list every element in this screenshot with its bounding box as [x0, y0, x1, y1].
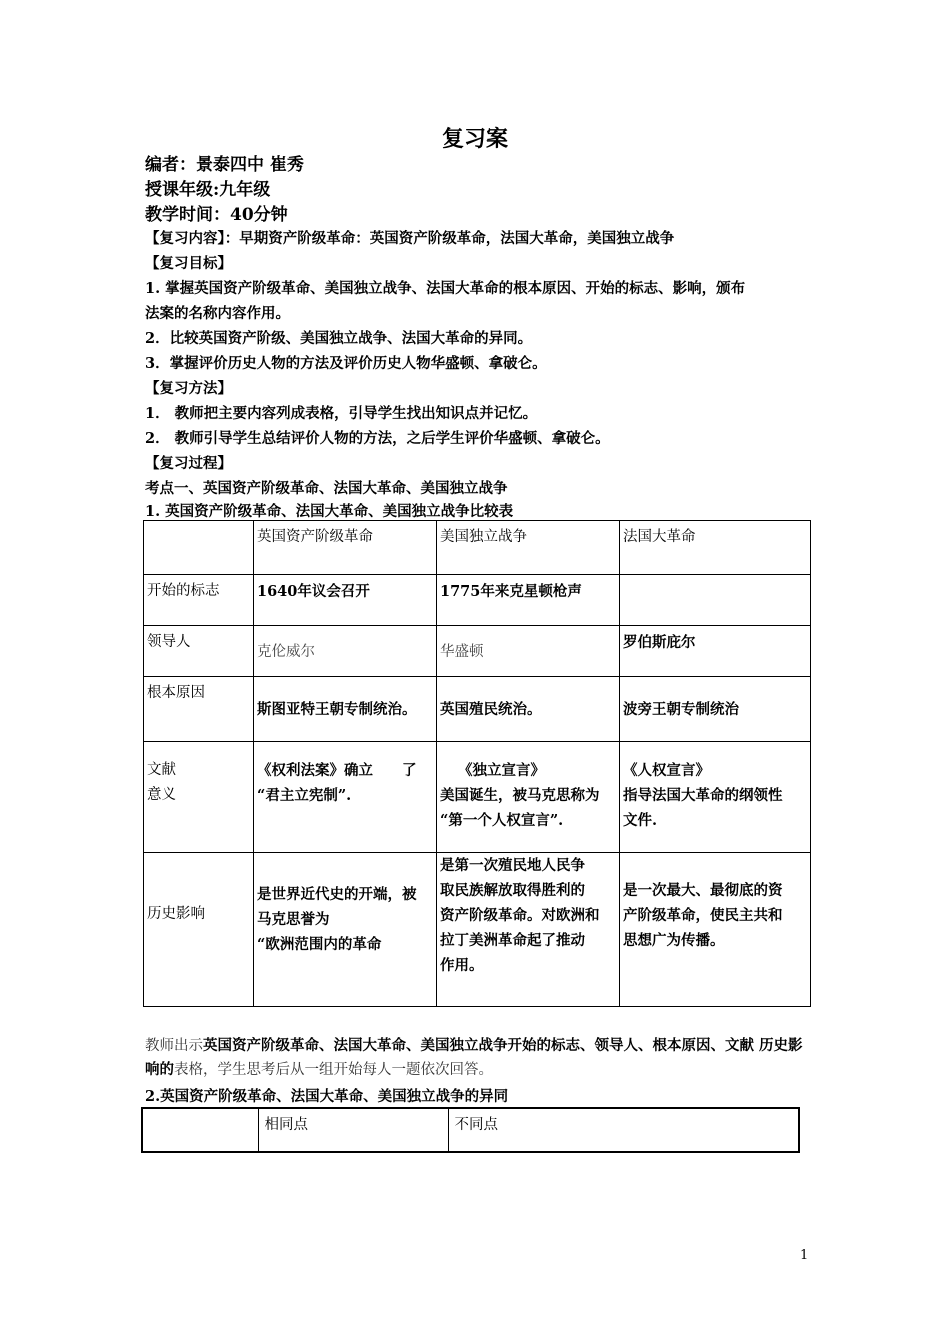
- header-us: 美国独立战争: [437, 521, 620, 575]
- header-uk: 英国资产阶级革命: [254, 521, 437, 575]
- process-heading: 【复习过程】: [145, 455, 232, 472]
- goal-1-line-2: 法案的名称内容作用。: [145, 305, 290, 322]
- table-2-title: 2.英国资产阶级革命、法国大革命、美国独立战争的异同: [145, 1088, 509, 1105]
- note-part-1: 教师出示: [145, 1038, 203, 1054]
- goal-1-line-1: 1. 掌握英国资产阶级革命、美国独立战争、法国大革命的根本原因、开始的标志、影响，颁布: [145, 280, 746, 297]
- note-part-2: 英国资产阶级革命、法国大革命、美国独立战争开始的标志、领导人、根本原因、文献 历史影响的: [145, 1037, 803, 1078]
- cell-line: 马克思誉为: [257, 911, 330, 928]
- cell-fr-start: [620, 575, 811, 626]
- teacher-note: [145, 1034, 810, 1082]
- cell-line: 产阶级革命，使民主共和: [623, 907, 783, 924]
- header-fr: 法国大革命: [620, 521, 811, 575]
- cell-us-document: [437, 742, 620, 853]
- cell-uk-start: 1640年议会召开: [254, 575, 437, 626]
- cell-line: “第一个人权宣言”.: [440, 812, 564, 829]
- cell-line: 文件.: [623, 812, 658, 829]
- goal-3: 3．掌握评价历史人物的方法及评价历史人物华盛顿、拿破仑。: [145, 355, 547, 372]
- table-row-impact: [144, 853, 811, 1007]
- table-row-start: [144, 575, 811, 626]
- cell-line: 思想广为传播。: [623, 932, 725, 949]
- row-label: 历史影响: [144, 853, 254, 1007]
- row-label: 根本原因: [144, 677, 254, 742]
- table-row-leader: [144, 626, 811, 677]
- header-cell-empty: [144, 521, 254, 575]
- cell-uk-cause: 斯图亚特王朝专制统治。: [254, 677, 437, 742]
- cell-line: 美国诞生，被马克思称为: [440, 787, 600, 804]
- point-1: 考点一、英国资产阶级革命、法国大革命、美国独立战争: [145, 480, 508, 497]
- cell-fr-impact: [620, 853, 811, 1007]
- editor-line: 编者：景泰四中 崔秀: [145, 155, 304, 175]
- cell-us-impact: [437, 853, 620, 1007]
- cell-uk-leader: 克伦威尔: [254, 626, 437, 677]
- cell-fr-leader: 罗伯斯庇尔: [620, 626, 811, 677]
- header-different: 不同点: [448, 1108, 799, 1152]
- cell-line: 资产阶级革命。对欧洲和: [440, 907, 600, 924]
- time-line: 教学时间：40分钟: [145, 205, 288, 225]
- note-part-3: 表格，学生思考后从一组开始每人一题依次回答。: [174, 1062, 493, 1078]
- cell-line: “欧洲范围内的革命: [257, 936, 382, 953]
- comparison-table: [143, 520, 811, 1007]
- cell-line: 拉丁美洲革命起了推动: [440, 932, 585, 949]
- row-label: 开始的标志: [144, 575, 254, 626]
- page-number: 1: [800, 1248, 809, 1263]
- cell-line: 《独立宣言》: [458, 762, 545, 779]
- cell-fr-document: [620, 742, 811, 853]
- table-1-title: 1. 英国资产阶级革命、法国大革命、美国独立战争比较表: [145, 503, 514, 520]
- goal-2: 2．比较英国资产阶级、美国独立战争、法国大革命的异同。: [145, 330, 533, 347]
- cell-line: 《权利法案》确立 了: [257, 762, 417, 779]
- cell-line: “君主立宪制”.: [257, 787, 352, 804]
- similarity-header-row: [142, 1108, 799, 1152]
- goals-heading: 【复习目标】: [145, 255, 232, 272]
- cell-line: 指导法国大革命的纲领性: [623, 787, 783, 804]
- header-same: 相同点: [258, 1108, 448, 1152]
- method-1: 1． 教师把主要内容列成表格，引导学生找出知识点并记忆。: [145, 405, 538, 422]
- page-title: 复习案: [441, 126, 508, 152]
- label-line: 意义: [147, 787, 176, 803]
- row-label: 领导人: [144, 626, 254, 677]
- cell-fr-cause: 波旁王朝专制统治: [620, 677, 811, 742]
- table-row-document: [144, 742, 811, 853]
- methods-heading: 【复习方法】: [145, 380, 232, 397]
- cell-uk-document: [254, 742, 437, 853]
- similarity-table: [141, 1107, 800, 1153]
- cell-line: 取民族解放取得胜利的: [440, 882, 585, 899]
- cell-line: 作用。: [440, 957, 484, 974]
- method-2: 2． 教师引导学生总结评价人物的方法，之后学生评价华盛顿、拿破仑。: [145, 430, 610, 447]
- cell-us-leader: 华盛顿: [437, 626, 620, 677]
- table-header-row: [144, 521, 811, 575]
- cell-line: 是世界近代史的开端，被: [257, 886, 417, 903]
- row-label: [144, 742, 254, 853]
- cell-line: 是第一次殖民地人民争: [440, 857, 585, 874]
- cell-line: 《人权宣言》: [623, 762, 710, 779]
- grade-line: 授课年级:九年级: [145, 180, 271, 200]
- table-row-cause: [144, 677, 811, 742]
- cell-line: 是一次最大、最彻底的资: [623, 882, 783, 899]
- review-content: 【复习内容】：早期资产阶级革命：英国资产阶级革命，法国大革命，美国独立战争: [145, 230, 675, 247]
- cell-us-start: 1775年来克星顿枪声: [437, 575, 620, 626]
- header-cell-empty: [142, 1108, 258, 1152]
- label-line: 文献: [147, 762, 176, 778]
- cell-uk-impact: [254, 853, 437, 1007]
- cell-us-cause: 英国殖民统治。: [437, 677, 620, 742]
